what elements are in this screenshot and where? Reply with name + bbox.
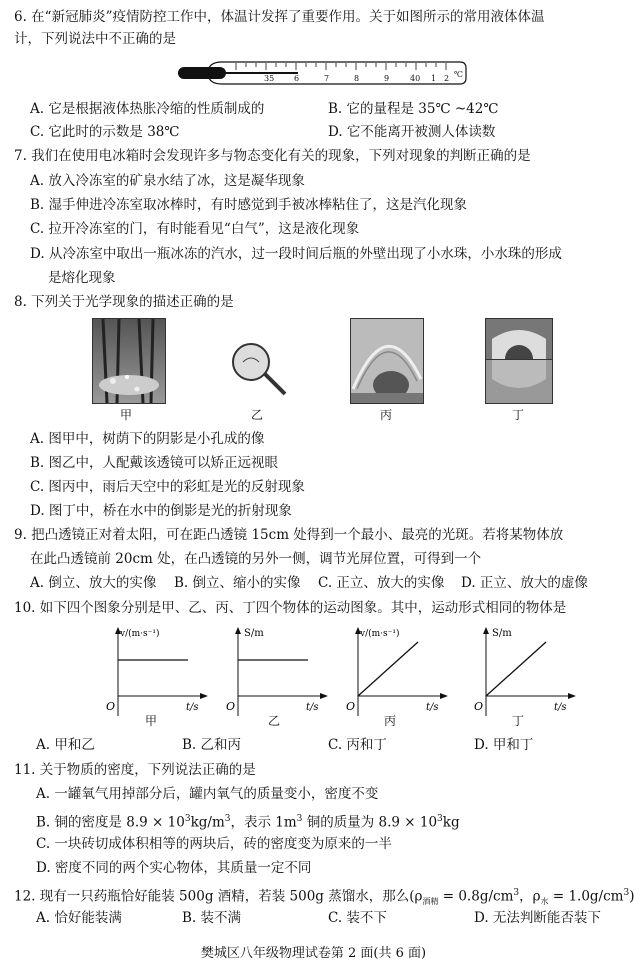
photo-jia-tree-shade bbox=[92, 318, 166, 404]
graph-ding-origin: O bbox=[474, 700, 484, 713]
q6-stem-line1: 6. 在“新冠肺炎”疫情防控工作中，体温计发挥了重要作用。关于如图所示的常用液体体温 bbox=[14, 9, 545, 25]
graph-caption-yi: 乙 bbox=[268, 714, 281, 728]
graph-bing-ylabel: v/(m·s⁻¹) bbox=[360, 629, 400, 639]
graph-bing bbox=[344, 624, 454, 720]
q7-option-b: B. 湿手伸进冷冻室取冰棒时，有时感觉到手被冰棒粘住了，这是汽化现象 bbox=[30, 197, 468, 213]
q7-option-a: A. 放入冷冻室的矿泉水结了冰，这是凝华现象 bbox=[30, 173, 305, 189]
thermo-tick: 40 bbox=[410, 74, 421, 83]
graph-caption-bing: 丙 bbox=[384, 714, 397, 728]
thermometer-figure bbox=[178, 58, 468, 88]
q9-stem-line2: 在此凸透镜前 20cm 处，在凸透镜的另外一侧，调节光屏位置，可得到一个 bbox=[30, 551, 482, 567]
graph-jia-origin: O bbox=[106, 700, 116, 713]
caption-bing: 丙 bbox=[380, 408, 393, 422]
caption-jia: 甲 bbox=[120, 408, 133, 422]
q12-option-c: C. 装不下 bbox=[328, 910, 387, 926]
q7-option-d-line1: D. 从冷冻室中取出一瓶冰冻的汽水，过一段时间后瓶的外壁出现了小水珠，小水珠的形成 bbox=[30, 246, 562, 262]
graph-jia-xlabel: t/s bbox=[186, 702, 199, 713]
q9-option-b: B. 倒立、缩小的实像 bbox=[174, 575, 301, 591]
graph-jia bbox=[104, 624, 214, 720]
thermo-tick: 9 bbox=[384, 74, 390, 83]
photo-ding-bridge-reflection bbox=[485, 318, 553, 404]
thermo-tick: 1 bbox=[431, 74, 437, 83]
q9-stem-line1: 9. 把凸透镜正对着太阳，可在距凸透镜 15cm 处得到一个最小、最亮的光斑。若将某物体放 bbox=[14, 527, 564, 543]
q8-option-a: A. 图甲中，树荫下的阴影是小孔成的像 bbox=[30, 431, 265, 447]
thermo-tick: 6 bbox=[294, 74, 300, 83]
q10-option-c: C. 丙和丁 bbox=[328, 737, 387, 753]
q11-option-b: B. 铜的密度是 $8.9 \times 10^3kg/m^3$，表示 $1m^3$ 铜的质量为 $8.9 \times 10^3kg$ bbox=[36, 814, 460, 831]
q8-option-d: D. 图丁中，桥在水中的倒影是光的折射现象 bbox=[30, 503, 292, 519]
q10-option-b: B. 乙和丙 bbox=[182, 737, 242, 753]
graph-yi-ylabel: S/m bbox=[244, 628, 264, 639]
q11-stem: 11. 关于物质的密度，下列说法正确的是 bbox=[14, 762, 256, 778]
q12-stem: 12. 现有一只药瓶恰好能装 500g 酒精，若装 500g 蒸馏水，那么($\rho_{酒精} = 0.8g/cm^3$，$\rho_水 = 1.0g/cm^3$) bbox=[14, 888, 634, 907]
q10-option-d: D. 甲和丁 bbox=[474, 737, 534, 753]
graph-yi bbox=[224, 624, 334, 720]
q6-stem-line2: 计，下列说法中不正确的是 bbox=[14, 31, 176, 47]
photo-bing-rainbow bbox=[350, 318, 424, 404]
graph-bing-xlabel: t/s bbox=[426, 702, 439, 713]
graph-caption-ding: 丁 bbox=[512, 714, 525, 728]
thermo-tick: 2 bbox=[444, 74, 450, 83]
graph-ding bbox=[472, 624, 582, 720]
q7-option-c: C. 拉开冷冻室的门，有时能看见“白气”，这是液化现象 bbox=[30, 221, 360, 237]
graph-ding-xlabel: t/s bbox=[554, 702, 567, 713]
graph-ding-ylabel: S/m bbox=[492, 628, 512, 639]
thermo-tick: 7 bbox=[324, 74, 330, 83]
q10-stem: 10. 如下四个图象分别是甲、乙、丙、丁四个物体的运动图象。其中，运动形式相同的物体是 bbox=[14, 600, 567, 616]
q8-stem: 8. 下列关于光学现象的描述正确的是 bbox=[14, 294, 234, 310]
thermo-tick: 35 bbox=[264, 74, 275, 83]
q6-option-c: C. 它此时的示数是 38℃ bbox=[30, 124, 180, 140]
q9-option-d: D. 正立、放大的虚像 bbox=[461, 575, 588, 591]
graph-caption-jia: 甲 bbox=[145, 714, 158, 728]
q7-stem: 7. 我们在使用电冰箱时会发现许多与物态变化有关的现象，下列对现象的判断正确的是 bbox=[14, 148, 531, 164]
photo-yi-lens bbox=[225, 318, 287, 402]
q7-option-d-line2: 是熔化现象 bbox=[48, 270, 116, 286]
q12-option-d: D. 无法判断能否装下 bbox=[474, 910, 601, 926]
graph-yi-origin: O bbox=[226, 700, 236, 713]
q6-option-b: B. 它的量程是 35℃ ~42℃ bbox=[328, 101, 499, 117]
graph-bing-origin: O bbox=[346, 700, 356, 713]
q6-option-a: A. 它是根据液体热胀冷缩的性质制成的 bbox=[30, 101, 265, 117]
q10-option-a: A. 甲和乙 bbox=[36, 737, 95, 753]
caption-ding: 丁 bbox=[512, 408, 525, 422]
thermo-tick: 8 bbox=[354, 74, 360, 83]
caption-yi: 乙 bbox=[251, 408, 264, 422]
graph-jia-ylabel: v/(m·s⁻¹) bbox=[120, 629, 160, 639]
graph-yi-xlabel: t/s bbox=[306, 702, 319, 713]
q8-option-b: B. 图乙中，人配戴该透镜可以矫正远视眼 bbox=[30, 455, 279, 471]
q11-option-c: C. 一块砖切成体积相等的两块后，砖的密度变为原来的一半 bbox=[36, 836, 392, 852]
q9-option-c: C. 正立、放大的实像 bbox=[318, 575, 445, 591]
q8-option-c: C. 图丙中，雨后天空中的彩虹是光的反射现象 bbox=[30, 479, 305, 495]
q12-option-b: B. 装不满 bbox=[182, 910, 242, 926]
q12-option-a: A. 恰好能装满 bbox=[36, 910, 122, 926]
page-footer: 樊城区八年级物理试卷第 2 面(共 6 面) bbox=[200, 946, 427, 961]
thermo-unit: ℃ bbox=[454, 70, 463, 79]
q6-option-d: D. 它不能离开被测人体读数 bbox=[328, 124, 496, 140]
q11-option-a: A. 一罐氧气用掉部分后，罐内氧气的质量变小，密度不变 bbox=[36, 786, 379, 802]
q9-option-a: A. 倒立、放大的实像 bbox=[30, 575, 157, 591]
q11-option-d: D. 密度不同的两个实心物体，其质量一定不同 bbox=[36, 860, 312, 876]
